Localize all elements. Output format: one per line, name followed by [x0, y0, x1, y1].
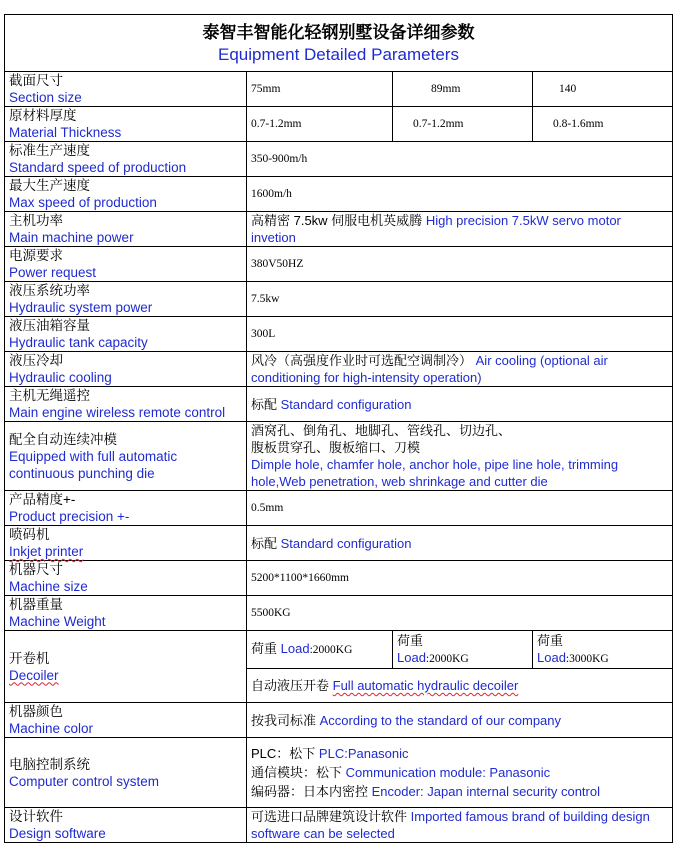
label-cn: 机器颜色 [9, 704, 63, 719]
value-standard-speed: 350-900m/h [247, 142, 673, 177]
label-en: Material Thickness [9, 125, 122, 140]
label-design-software [5, 808, 247, 843]
row-machine-color [5, 703, 673, 738]
comm-en: Communication module: Panasonic [345, 765, 551, 780]
value-hydraulic-cooling [247, 352, 673, 387]
label-cn: 液压油箱容量 [9, 318, 90, 333]
label-en: Design software [9, 826, 106, 841]
label-en: Power request [9, 265, 97, 280]
label-en: Main machine power [9, 230, 134, 245]
value-cn: 标配 [251, 396, 278, 412]
value-section-2: 89mm [393, 72, 533, 107]
value-en: Full automatic hydraulic decoiler [332, 678, 519, 693]
value-remote-control [247, 387, 673, 422]
row-standard-speed [5, 142, 673, 177]
label-cn: 电脑控制系统 [9, 756, 90, 772]
label-cn: 机器尺寸 [9, 562, 63, 577]
label-en: Computer control system [9, 773, 160, 789]
row-control-system [5, 738, 673, 808]
label-en: Standard speed of production [9, 160, 187, 175]
label-precision [5, 491, 247, 526]
value-decoiler-load-2 [393, 631, 533, 669]
label-en: Hydraulic cooling [9, 370, 112, 385]
label-cn: 最大生产速度 [9, 178, 90, 193]
load-cn: 荷重 [537, 632, 564, 648]
value-thickness-2: 0.7-1.2mm [393, 107, 533, 142]
label-cn: 设计软件 [9, 809, 63, 824]
load-en: Load [397, 649, 426, 665]
value-cn-line1: 酒窝孔、倒角孔、地脚孔、管线孔、切边孔、 [251, 423, 512, 438]
label-machine-color [5, 703, 247, 738]
label-cn: 主机无绳遥控 [9, 388, 90, 403]
row-hydraulic-power [5, 282, 673, 317]
label-en: Machine color [9, 721, 94, 736]
label-en: Equipped with full automatic continuous punching die [9, 448, 178, 481]
label-en: Max speed of production [9, 195, 157, 210]
label-punching-die [5, 422, 247, 491]
load-value: :2000KG [425, 652, 469, 665]
encoder-cn: 编码器：日本内密控 [251, 784, 369, 799]
row-inkjet [5, 526, 673, 561]
row-decoiler-load [5, 631, 673, 669]
label-cn: 液压系统功率 [9, 283, 90, 298]
label-en: Machine size [9, 579, 88, 594]
value-power-request: 380V50HZ [247, 247, 673, 282]
value-decoiler-load-3 [533, 631, 673, 669]
value-section-1: 75mm [247, 72, 393, 107]
row-max-speed [5, 177, 673, 212]
value-tank-capacity: 300L [247, 317, 673, 352]
row-design-software [5, 808, 673, 843]
value-decoiler-load-1 [247, 631, 393, 669]
value-precision: 0.5mm [247, 491, 673, 526]
value-thickness-3: 0.8-1.6mm [533, 107, 673, 142]
load-en: Load [537, 649, 566, 665]
value-main-power [247, 212, 673, 247]
value-machine-size: 5200*1100*1660mm [247, 561, 673, 596]
value-thickness-1: 0.7-1.2mm [247, 107, 393, 142]
value-machine-color [247, 703, 673, 738]
value-cn-line2: 腹板贯穿孔、腹板缩口、刀模 [251, 440, 421, 455]
value-en: Dimple hole, chamfer hole, anchor hole, pipe line hole, trimming hole,Web penetration, web shrinkage and cutter die [251, 457, 619, 489]
label-material-thickness [5, 107, 247, 142]
comm-cn: 通信模块：松下 [251, 765, 343, 780]
label-cn: 液压冷却 [9, 353, 63, 368]
label-section-size [5, 72, 247, 107]
load-cn: 荷重 [397, 632, 424, 648]
load-cn: 荷重 [251, 641, 278, 656]
title-en: Equipment Detailed Parameters [218, 45, 459, 64]
title-cell [5, 15, 673, 72]
value-cn: 可选进口品牌建筑设计软件 [251, 809, 408, 824]
label-power-request [5, 247, 247, 282]
row-punching-die [5, 422, 673, 491]
label-inkjet [5, 526, 247, 561]
value-design-software [247, 808, 673, 843]
label-en: Machine Weight [9, 614, 106, 629]
row-tank-capacity [5, 317, 673, 352]
row-hydraulic-cooling [5, 352, 673, 387]
value-inkjet [247, 526, 673, 561]
value-cn: 高精密 7.5kw 伺服电机英威腾 [251, 213, 423, 228]
label-cn: 喷码机 [9, 527, 50, 542]
value-en: Imported famous brand of building design software can be selected [251, 809, 650, 841]
value-cn: 按我司标准 [251, 712, 317, 728]
value-punching-die [247, 422, 673, 491]
title-row [5, 15, 673, 72]
label-en: Inkjet printer [9, 544, 84, 559]
label-cn: 截面尺寸 [9, 73, 63, 88]
row-precision [5, 491, 673, 526]
value-decoiler-auto [247, 669, 673, 703]
row-material-thickness [5, 107, 673, 142]
value-en: High precision 7.5kW servo motor invetion [251, 213, 621, 245]
label-tank-capacity [5, 317, 247, 352]
load-value: :3000KG [565, 652, 609, 665]
label-cn: 电源要求 [9, 248, 63, 263]
row-power-request [5, 247, 673, 282]
label-en: Hydraulic tank capacity [9, 335, 148, 350]
value-cn: 风冷（高强度作业时可选配空调制冷） [251, 353, 473, 368]
label-decoiler [5, 631, 247, 703]
label-en: Product precision +- [9, 509, 130, 524]
label-remote-control [5, 387, 247, 422]
value-hydraulic-power: 7.5kw [247, 282, 673, 317]
row-section-size [5, 72, 673, 107]
parameters-sheet [4, 14, 672, 843]
value-section-3: 140 [533, 72, 673, 107]
label-cn: 产品精度+- [9, 492, 76, 507]
row-remote-control [5, 387, 673, 422]
value-en: According to the standard of our company [319, 712, 562, 728]
label-machine-weight [5, 596, 247, 631]
label-en: Main engine wireless remote control [9, 405, 226, 420]
value-control-system [247, 738, 673, 808]
title-cn: 泰智丰智能化轻钢别墅设备详细参数 [202, 23, 475, 42]
row-machine-size [5, 561, 673, 596]
label-max-speed [5, 177, 247, 212]
label-cn: 标准生产速度 [9, 143, 90, 158]
plc-en: PLC:Panasonic [318, 746, 409, 761]
label-main-power [5, 212, 247, 247]
label-cn: 机器重量 [9, 597, 63, 612]
load-en: Load [280, 641, 310, 656]
label-cn: 主机功率 [9, 213, 63, 228]
value-cn: 标配 [251, 535, 278, 551]
value-machine-weight: 5500KG [247, 596, 673, 631]
label-en: Hydraulic system power [9, 300, 153, 315]
label-cn: 配全自动连续冲模 [9, 431, 117, 447]
value-en: Standard configuration [280, 396, 412, 412]
plc-cn: PLC：松下 [251, 746, 316, 761]
label-en: Section size [9, 90, 82, 105]
value-max-speed: 1600m/h [247, 177, 673, 212]
value-en: Standard configuration [280, 535, 412, 551]
label-control-system [5, 738, 247, 808]
value-cn: 自动液压开卷 [251, 678, 330, 693]
parameters-table [4, 14, 673, 843]
label-hydraulic-cooling [5, 352, 247, 387]
label-cn: 开卷机 [9, 650, 50, 666]
label-en: Decoiler [9, 667, 59, 683]
row-main-power [5, 212, 673, 247]
load-value: :2000KG [309, 644, 353, 656]
label-hydraulic-power [5, 282, 247, 317]
label-machine-size [5, 561, 247, 596]
value-en: Air cooling (optional air conditioning for high-intensity operation) [251, 353, 608, 385]
encoder-en: Encoder: Japan internal security control [371, 784, 600, 799]
row-machine-weight [5, 596, 673, 631]
label-standard-speed [5, 142, 247, 177]
label-cn: 原材料厚度 [9, 108, 77, 123]
